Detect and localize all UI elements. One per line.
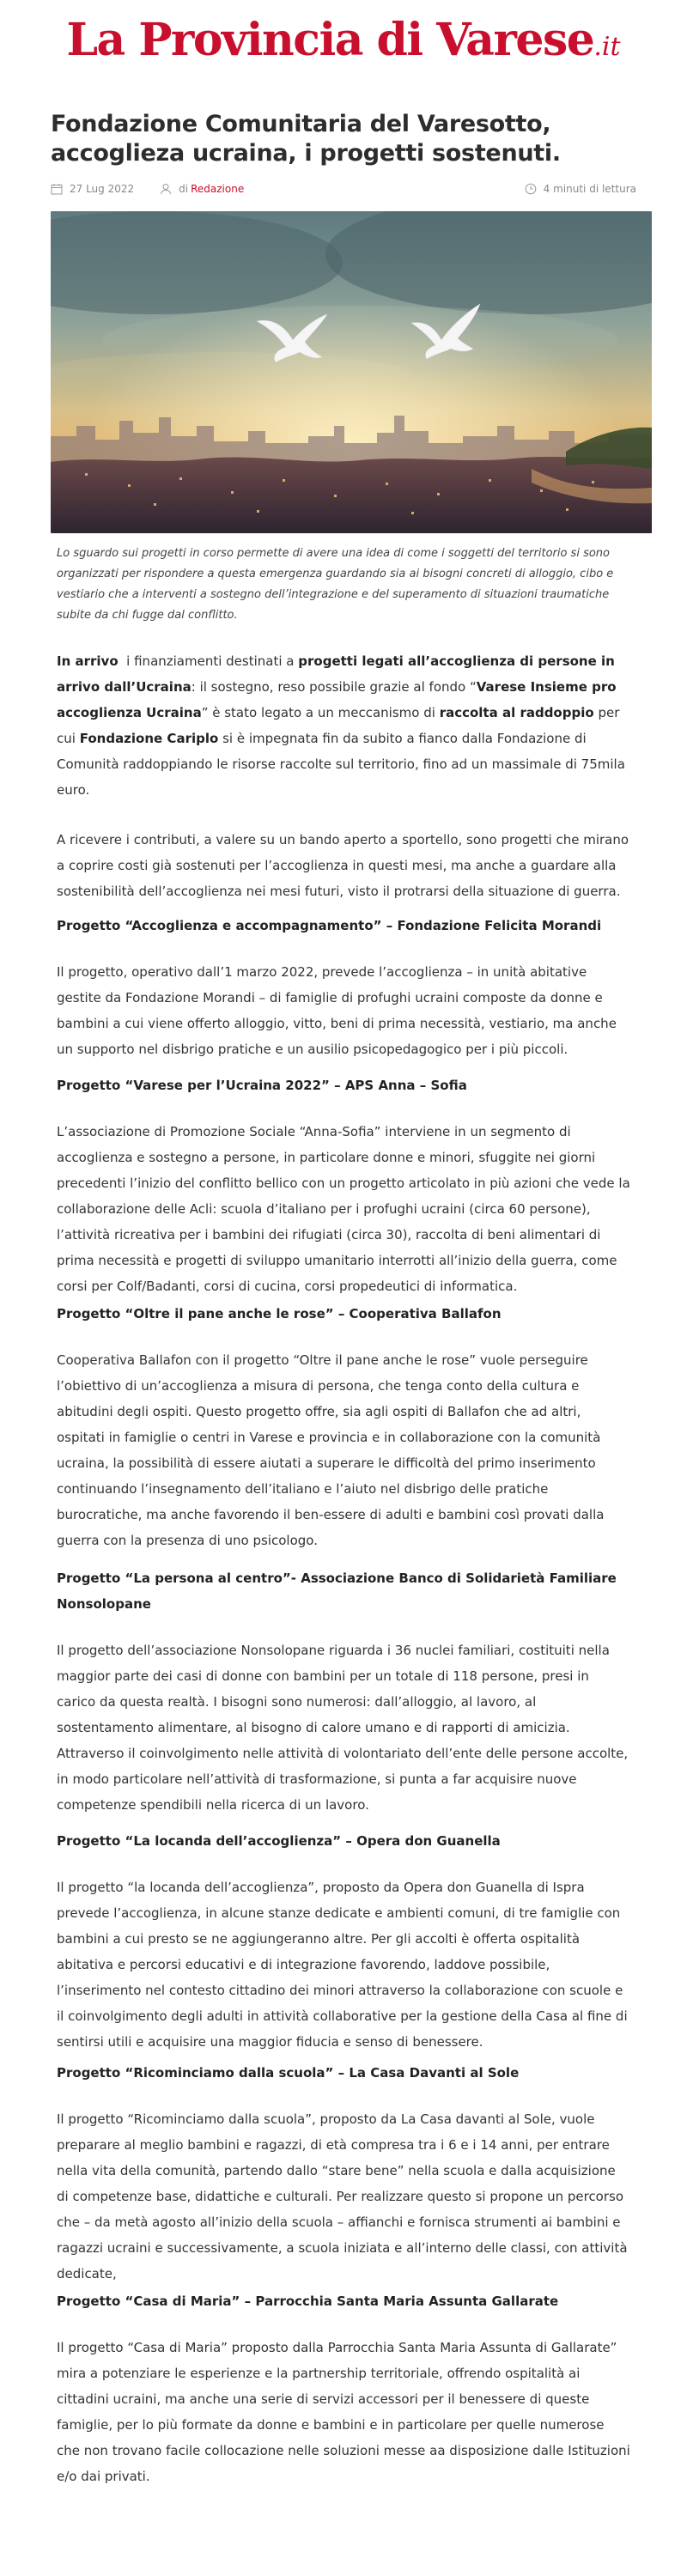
user-icon [160,183,172,195]
date-text: 27 Lug 2022 [70,183,135,195]
intro-text: : il sostegno, reso possibile grazie al fondo “ [191,679,477,695]
intro-text: per cui [57,705,620,746]
section-body: Il progetto, operativo dall’1 marzo 2022, prevede l’accoglienza – in unità abitative gestite da Fondazione Morandi – di famiglie di profughi ucraini composte da donne e bambini a cui viene offerto alloggio, vitto, beni di prima necessità, vestiario, ma anche un supporto nel disbrigo pratiche e un ausilio psicopedagogico per i più piccoli. [57,964,617,1057]
section-body: Il progetto “Casa di Maria” proposto dalla Parrocchia Santa Maria Assunta di Gallarate” mira a potenziare le esperienze e la partnership territoriale, offrendo ospitalità ai cittadini ucraini, ma anche una serie di servizi accessori per il benessere di queste famiglie, per lo più formate da donne e bambini e in particolare per quelle numerose che non trovano facile collocazione nelle soluzioni messe aa disposizione dalle Istituzioni e/o dai privati. [57,2340,630,2484]
section-title: Progetto “La persona al centro”- Associazione Banco di Solidarietà Familiare Nonsolopane [57,1571,617,1612]
clock-icon [525,183,537,195]
logo-name: La Provincia di Varese [66,13,594,66]
author-link[interactable]: Redazione [191,183,245,195]
author-prefix: di [179,183,189,195]
read-time-text: 4 minuti di lettura [543,183,636,195]
intro-paragraph-1 [57,648,630,803]
section-title: Progetto “Varese per l’Ucraina 2022” – APS Anna – Sofia [57,1078,467,1093]
article-title: Fondazione Comunitaria del Varesotto, accoglieza ucraina, i progetti sostenuti. [51,111,561,167]
article-hero-image [51,211,652,533]
article-meta [51,180,636,197]
intro-text: si è impegnata fin da subito a fianco dalla Fondazione di Comunità raddoppiando le risorse raccolte sul territorio, fino ad un massimale di 75mila euro. [57,731,625,798]
intro-text: ” è stato legato a un meccanismo di [201,705,435,720]
section-title: Progetto “Oltre il pane anche le rose” – Cooperativa Ballafon [57,1306,502,1321]
intro-strong: progetti legati all’accoglienza di persone in arrivo dall’Ucraina [57,653,615,695]
article-date [51,183,134,195]
section-title: Progetto “La locanda dell’accoglienza” – Opera don Guanella [57,1833,501,1849]
intro-strong: Varese Insieme pro accoglienza Ucraina [57,679,617,720]
section-title: Progetto “Ricominciamo dalla scuola” – La Casa Davanti al Sole [57,2065,520,2081]
calendar-icon [51,183,63,195]
intro-lead: In arrivo [57,653,119,669]
image-caption: Lo sguardo sui progetti in corso permette di avere una idea di come i soggetti del territorio si sono organizzati per rispondere a questa emergenza guardando sia ai bisogni concreti di alloggio, cibo e vestiario che a interventi a sostegno dell’integrazione e del superamento di situazioni traumatiche subite da chi fugge dal conflitto. [57,547,614,622]
intro-text: i finanziamenti destinati a [126,653,295,669]
intro-strong: raccolta al raddoppio [439,705,594,720]
site-logo[interactable] [66,14,620,66]
read-time [525,183,636,195]
article-author [160,183,244,195]
section-body: L’associazione di Promozione Sociale “Anna-Sofia” interviene in un segmento di accoglienza e sostegno a persone, in particolare donne e minori, sfuggite nei giorni precedenti l’inizio del conflitto bellico con un progetto articolato in più azioni che vede la collaborazione delle Acli: scuola d’italiano per i profughi ucraini (circa 60 persone), l’attività ricreativa per i bambini dei rifugiati (circa 30), raccolta di beni alimentari di prima necessità e progetti di sviluppo umanitario interrotti all’inizio della guerra, come corsi per Colf/Badanti, corsi di cucina, corsi propedeutici di informatica. [57,1124,630,1294]
section-body: Cooperativa Ballafon con il progetto “Oltre il pane anche le rose” vuole perseguire l’obiettivo di un’accoglienza a misura di persona, che tenga conto della cultura e abitudini degli ospiti. Questo progetto offre, sia agli ospiti di Ballafon che ad altri, ospitati in famiglie o centri in Varese e provincia e in collaborazione con la comunità ucraina, la possibilità di essere aiutati a superare le difficoltà del primo inserimento continuando l’insegnamento dell’italiano e l’aiuto nel disbrigo delle pratiche burocratiche, ma anche favorendo il ben-essere di adulti e bambini così provati dalla guerra con la presenza di uno psicologo. [57,1352,605,1548]
intro-paragraph-2: A ricevere i contributi, a valere su un bando aperto a sportello, sono progetti che mirano a coprire costi già sostenuti per l’accoglienza in questi mesi, ma anche a guardare alla sostenibilità dell’accoglienza nei mesi futuri, visto il protrarsi della situazione di guerra. [57,832,629,899]
section-title: Progetto “Casa di Maria” – Parrocchia Santa Maria Assunta Gallarate [57,2293,559,2309]
site-header [0,0,687,79]
section-title: Progetto “Accoglienza e accompagnamento” – Fondazione Felicita Morandi [57,918,602,933]
intro-strong: Fondazione Cariplo [79,731,219,746]
logo-tld: .it [593,31,621,62]
article-body [57,648,630,2489]
section-body: Il progetto “la locanda dell’accoglienza”, proposto da Opera don Guanella di Ispra prevede l’accoglienza, in alcune stanze dedicate e ambienti comuni, di tre famiglie con bambini a cui presto se ne aggiungeranno altre. Per gli accolti è offerta ospitalità abitativa e percorsi educativi e di integrazione favorendo, laddove possibile, l’inserimento nel contesto cittadino dei minori attraverso la collaborazione con scuole e il coinvolgimento degli adulti in attività collaborative per la gestione della Casa al fine di sentirsi utili e acquisire una maggior fiducia e senso di benessere. [57,1880,628,2050]
section-body: Il progetto dell’associazione Nonsolopane riguarda i 36 nuclei familiari, costituiti nella maggior parte dei casi di donne con bambini per un totale di 118 persone, presi in carico da questa realtà. I bisogni sono numerosi: dall’alloggio, al lavoro, al sostentamento alimentare, al bisogno di calore umano e di rapporti di amicizia. Attraverso il coinvolgimento nelle attività di volontariato dell’ente delle persone accolte, in modo particolare nell’attività di trasformazione, si punta a far acquisire nuove competenze spendibili nella ricerca di un lavoro. [57,1643,629,1813]
section-body: Il progetto “Ricominciamo dalla scuola”, proposto da La Casa davanti al Sole, vuole preparare al meglio bambini e ragazzi, di età compresa tra i 6 e i 14 anni, per entrare nella vita della comunità, partendo dallo “stare bene” nella scuola e dalla acquisizione di competenze base, didattiche e culturali. Per realizzare questo si propone un percorso che – da metà agosto all’inizio della scuola – affianchi e fornisca strumenti ai bambini e ragazzi ucraini e successivamente, a scuola iniziata e all’interno delle classi, con attività dedicate, [57,2111,628,2281]
